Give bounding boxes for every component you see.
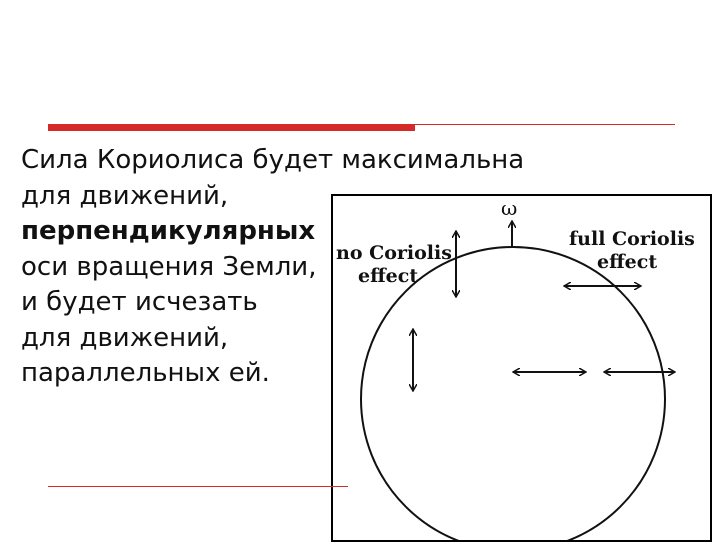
no-coriolis-line-2: effect bbox=[358, 265, 419, 287]
text-line-1: Сила Кориолиса будет максимальна bbox=[21, 145, 525, 175]
title-divider-line bbox=[415, 124, 675, 125]
footer-divider-line bbox=[48, 486, 348, 487]
omega-label: ω bbox=[501, 196, 518, 220]
text-line-4: оси вращения Земли, bbox=[21, 251, 317, 282]
earth-circle bbox=[361, 247, 665, 540]
no-coriolis-label bbox=[336, 242, 452, 288]
coriolis-diagram bbox=[331, 194, 712, 542]
text-line-3-bold: перпендикулярных bbox=[21, 216, 316, 246]
text-line-6: для движений, bbox=[21, 322, 229, 353]
no-coriolis-line-1: no Coriolis bbox=[336, 242, 452, 264]
full-coriolis-label bbox=[569, 228, 695, 274]
title-accent-bar bbox=[48, 124, 415, 131]
text-line-5: и будет исчезать bbox=[21, 287, 258, 317]
full-coriolis-line-2: effect bbox=[597, 251, 658, 273]
text-line-2: для движений, bbox=[21, 180, 229, 211]
full-coriolis-line-1: full Coriolis bbox=[569, 228, 695, 250]
text-line-7: параллельных ей. bbox=[21, 358, 270, 388]
